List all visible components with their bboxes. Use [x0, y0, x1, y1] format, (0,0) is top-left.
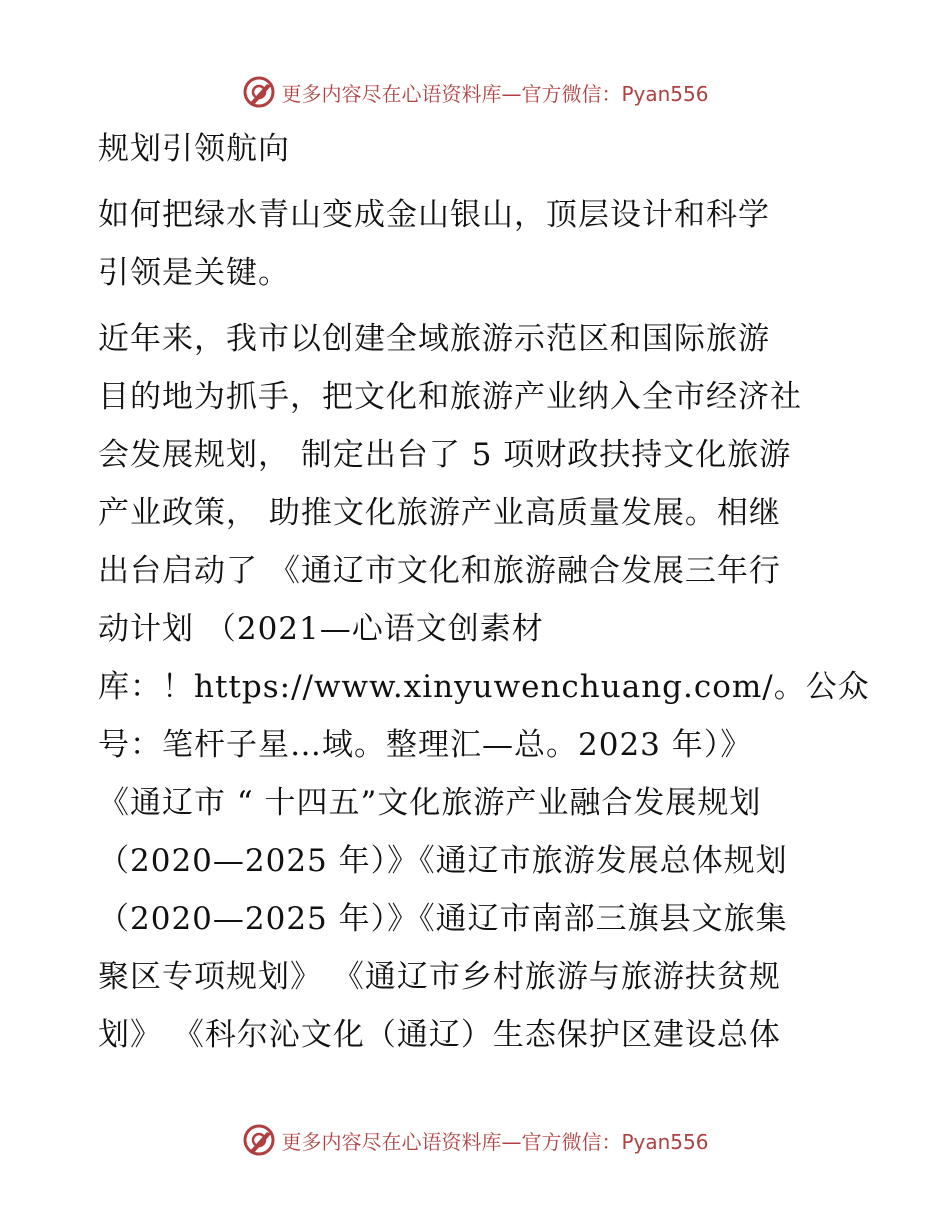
- pen-logo-icon: [241, 74, 277, 110]
- paragraph-line: 目的地为抓手，把文化和旅游产业纳入全市经济社: [98, 379, 802, 415]
- paragraph-line: 引领是关键。: [98, 255, 290, 291]
- pen-logo-icon: [241, 1122, 277, 1158]
- paragraph-line: 动计划 （2021—心语文创素材: [98, 611, 544, 647]
- footer-banner: [0, 1118, 950, 1162]
- paragraph-line: 近年来，我市以创建全域旅游示范区和国际旅游: [98, 321, 770, 357]
- paragraph-line: （2020—2025 年）》《通辽市旅游发展总体规划: [98, 843, 788, 879]
- paragraph-line: 划》 《科尔沁文化（通辽）生态保护区建设总体: [98, 1017, 781, 1053]
- document-body: [98, 120, 870, 1064]
- section-heading: [98, 120, 850, 178]
- paragraph-2: [98, 310, 870, 1064]
- paragraph-line: 出台启动了 《通辽市文化和旅游融合发展三年行: [98, 553, 781, 589]
- paragraph-line: 库：！https://www.xinyuwenchuang.com/。公众: [98, 669, 870, 705]
- paragraph-line: 号：笔杆子星…域。整理汇—总。2023 年）》: [98, 727, 753, 763]
- paragraph-line: 如何把绿水青山变成金山银山，顶层设计和科学: [98, 197, 770, 233]
- paragraph-line: 会发展规划， 制定出台了 5 项财政扶持文化旅游: [98, 437, 792, 473]
- paragraph-line: 《通辽市 “ 十四五”文化旅游产业融合发展规划: [98, 785, 762, 821]
- paragraph-line: 产业政策， 助推文化旅游产业高质量发展。相继: [98, 495, 781, 531]
- footer-banner-text: 更多内容尽在心语资料库—官方微信：Pyan556: [281, 1129, 709, 1154]
- paragraph-line: （2020—2025 年）》《通辽市南部三旗县文旅集: [98, 901, 788, 937]
- section-heading-text: 规划引领航向: [98, 131, 290, 167]
- header-banner-text: 更多内容尽在心语资料库—官方微信：Pyan556: [281, 81, 709, 106]
- paragraph-line: 聚区专项规划》 《通辽市乡村旅游与旅游扶贫规: [98, 959, 781, 995]
- header-banner: [0, 70, 950, 114]
- paragraph-1: [98, 186, 850, 302]
